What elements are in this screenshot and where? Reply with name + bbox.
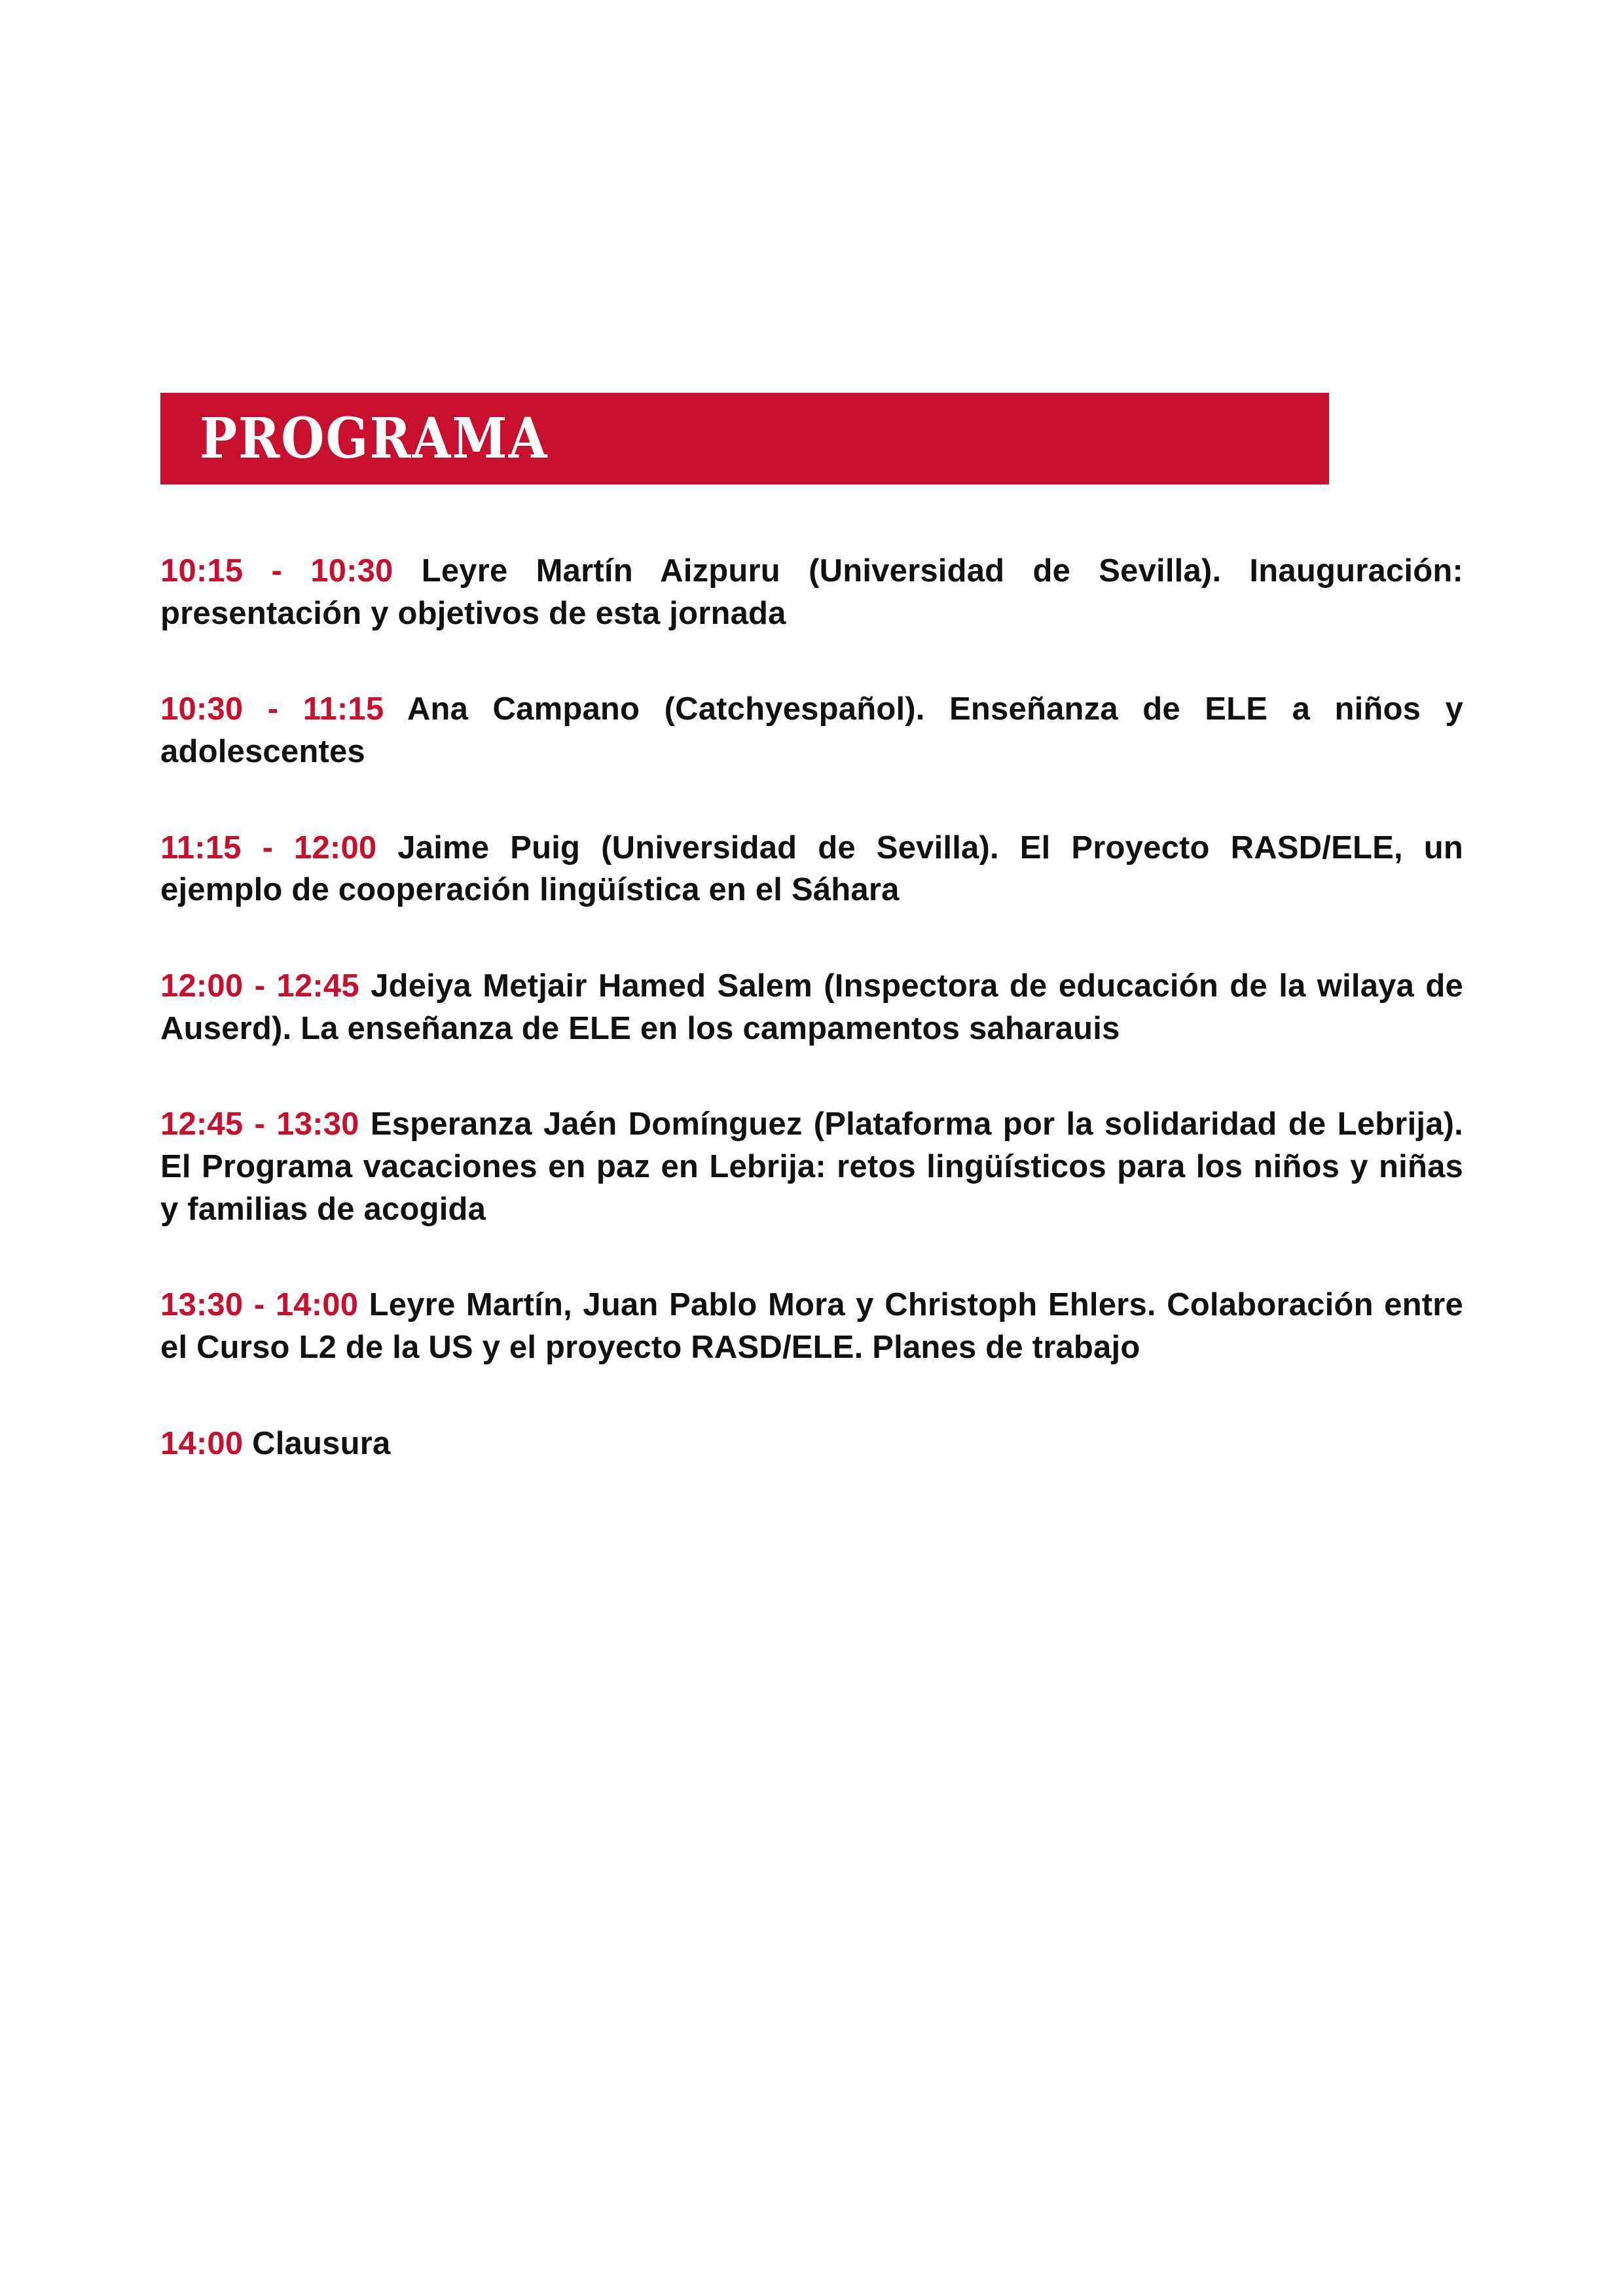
schedule-item-time: 10:15 - 10:30 xyxy=(160,553,393,589)
schedule-item-time: 13:30 - 14:00 xyxy=(160,1287,359,1323)
schedule-item-time: 14:00 xyxy=(160,1425,244,1461)
schedule-item-description: Jaime Puig (Universidad de Sevilla). El Proyecto RASD/ELE, un ejemplo de cooperación lingüística en el Sáhara xyxy=(160,829,1463,908)
schedule-item xyxy=(160,965,1463,1049)
schedule-list xyxy=(160,550,1463,1465)
schedule-item xyxy=(160,1423,1463,1465)
program-title-banner xyxy=(160,393,1329,484)
schedule-item-description: Esperanza Jaén Domínguez (Plataforma por la solidaridad de Lebrija). El Programa vacaciones en paz en Lebrija: retos lingüísticos para los niños y niñas y familias de acogida xyxy=(160,1106,1463,1227)
schedule-item-description: Leyre Martín Aizpuru (Universidad de Sevilla). Inauguración: presentación y objetivos de esta jornada xyxy=(160,553,1463,631)
schedule-item-description: Leyre Martín, Juan Pablo Mora y Christoph Ehlers. Colaboración entre el Curso L2 de la US y el proyecto RASD/ELE. Planes de trabajo xyxy=(160,1287,1464,1366)
schedule-item-description: Ana Campano (Catchyespañol). Enseñanza de ELE a niños y adolescentes xyxy=(160,691,1463,770)
schedule-item-time: 11:15 - 12:00 xyxy=(160,829,377,866)
schedule-item-time: 10:30 - 11:15 xyxy=(160,691,384,727)
schedule-item xyxy=(160,550,1463,634)
schedule-item-time: 12:00 - 12:45 xyxy=(160,968,359,1004)
schedule-item-description: Clausura xyxy=(243,1425,391,1461)
schedule-item-description: Jdeiya Metjair Hamed Salem (Inspectora de educación de la wilaya de Auserd). La enseñanza de ELE en los campamentos saharauis xyxy=(160,968,1463,1046)
schedule-item-time: 12:45 - 13:30 xyxy=(160,1106,359,1142)
program-content xyxy=(160,393,1463,1465)
schedule-item xyxy=(160,1284,1463,1368)
page-title: PROGRAMA xyxy=(200,405,549,471)
schedule-item xyxy=(160,688,1463,773)
schedule-item xyxy=(160,1103,1463,1230)
schedule-item xyxy=(160,827,1463,911)
